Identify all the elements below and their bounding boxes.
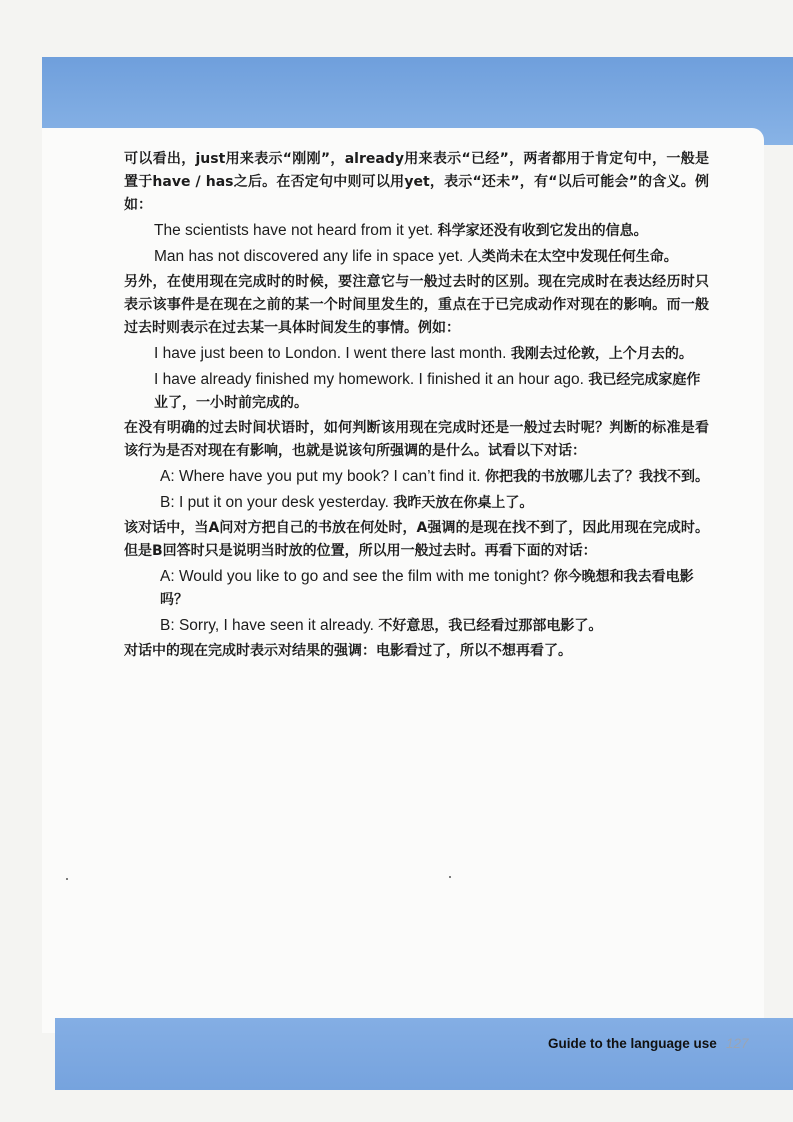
example-2-chinese: 人类尚未在太空中发现任何生命。 (467, 249, 678, 265)
dialog-2-a-english: A: Would you like to go and see the film with me tonight? (160, 568, 550, 585)
example-1 (124, 219, 709, 243)
example-2-english: Man has not discovered any life in space yet. (154, 248, 464, 265)
example-3-english: I have just been to London. I went there last month. (154, 345, 507, 362)
paragraph-2: 另外，在使用现在完成时的时候，要注意它与一般过去时的区别。现在完成时在表达经历时只表示该事件是在现在之前的某一个时间里发生的，重点在于已完成动作对现在的影响。而一般过去时则表示在过去某一具体时间发生的事情。例如： (124, 274, 709, 336)
dialog-1-line-a (124, 465, 709, 489)
example-1-english: The scientists have not heard from it yet. (154, 222, 434, 239)
dialog-1-line-b (124, 491, 709, 515)
dialog-1-a-chinese: 你把我的书放哪儿去了？我找不到。 (484, 469, 709, 485)
footer-band (55, 1018, 793, 1090)
intro-paragraph: 可以看出，just用来表示“刚刚”，already用来表示“已经”，两者都用于肯定句中，一般是置于have / has之后。在否定句中则可以用yet，表示“还未”，有“以后可能会”的含义。例如： (124, 151, 709, 213)
dialog-2-b-english: B: Sorry, I have seen it already. (160, 617, 374, 634)
dialog-1-a-english: A: Where have you put my book? I can’t find it. (160, 468, 481, 485)
page-content (124, 148, 709, 665)
example-4-english: I have already finished my homework. I finished it an hour ago. (154, 371, 584, 388)
example-4-chinese: 我已经完成家庭作业了，一小时前完成的。 (154, 372, 701, 411)
example-3-chinese: 我刚去过伦敦，上个月去的。 (510, 346, 693, 362)
paragraph-3: 在没有明确的过去时间状语时，如何判断该用现在完成时还是一般过去时呢？判断的标准是看该行为是否对现在有影响，也就是说该句所强调的是什么。试看以下对话： (124, 420, 709, 459)
paragraph-4: 该对话中，当A问对方把自己的书放在何处时，A强调的是现在找不到了，因此用现在完成时。但是B回答时只是说明当时放的位置，所以用一般过去时。再看下面的对话： (124, 520, 709, 559)
section-title: Guide to the language use (548, 1036, 717, 1051)
dialog-2-line-b (124, 614, 709, 638)
scan-speck (449, 876, 451, 878)
dialog-2-line-a (124, 565, 709, 612)
dialog-2-a-chinese: 你今晚想和我去看电影吗？ (160, 569, 694, 608)
dialog-1-b-chinese: 我昨天放在你桌上了。 (393, 495, 534, 511)
example-1-chinese: 科学家还没有收到它发出的信息。 (437, 223, 648, 239)
example-4 (124, 368, 709, 415)
page-number: 127 (726, 1036, 749, 1051)
dialog-1-b-english: B: I put it on your desk yesterday. (160, 494, 389, 511)
dialog-2-b-chinese: 不好意思，我已经看过那部电影了。 (378, 618, 603, 634)
scan-speck (66, 878, 68, 880)
example-2 (124, 245, 709, 269)
example-3 (124, 342, 709, 366)
paragraph-5: 对话中的现在完成时表示对结果的强调：电影看过了，所以不想再看了。 (124, 643, 572, 659)
